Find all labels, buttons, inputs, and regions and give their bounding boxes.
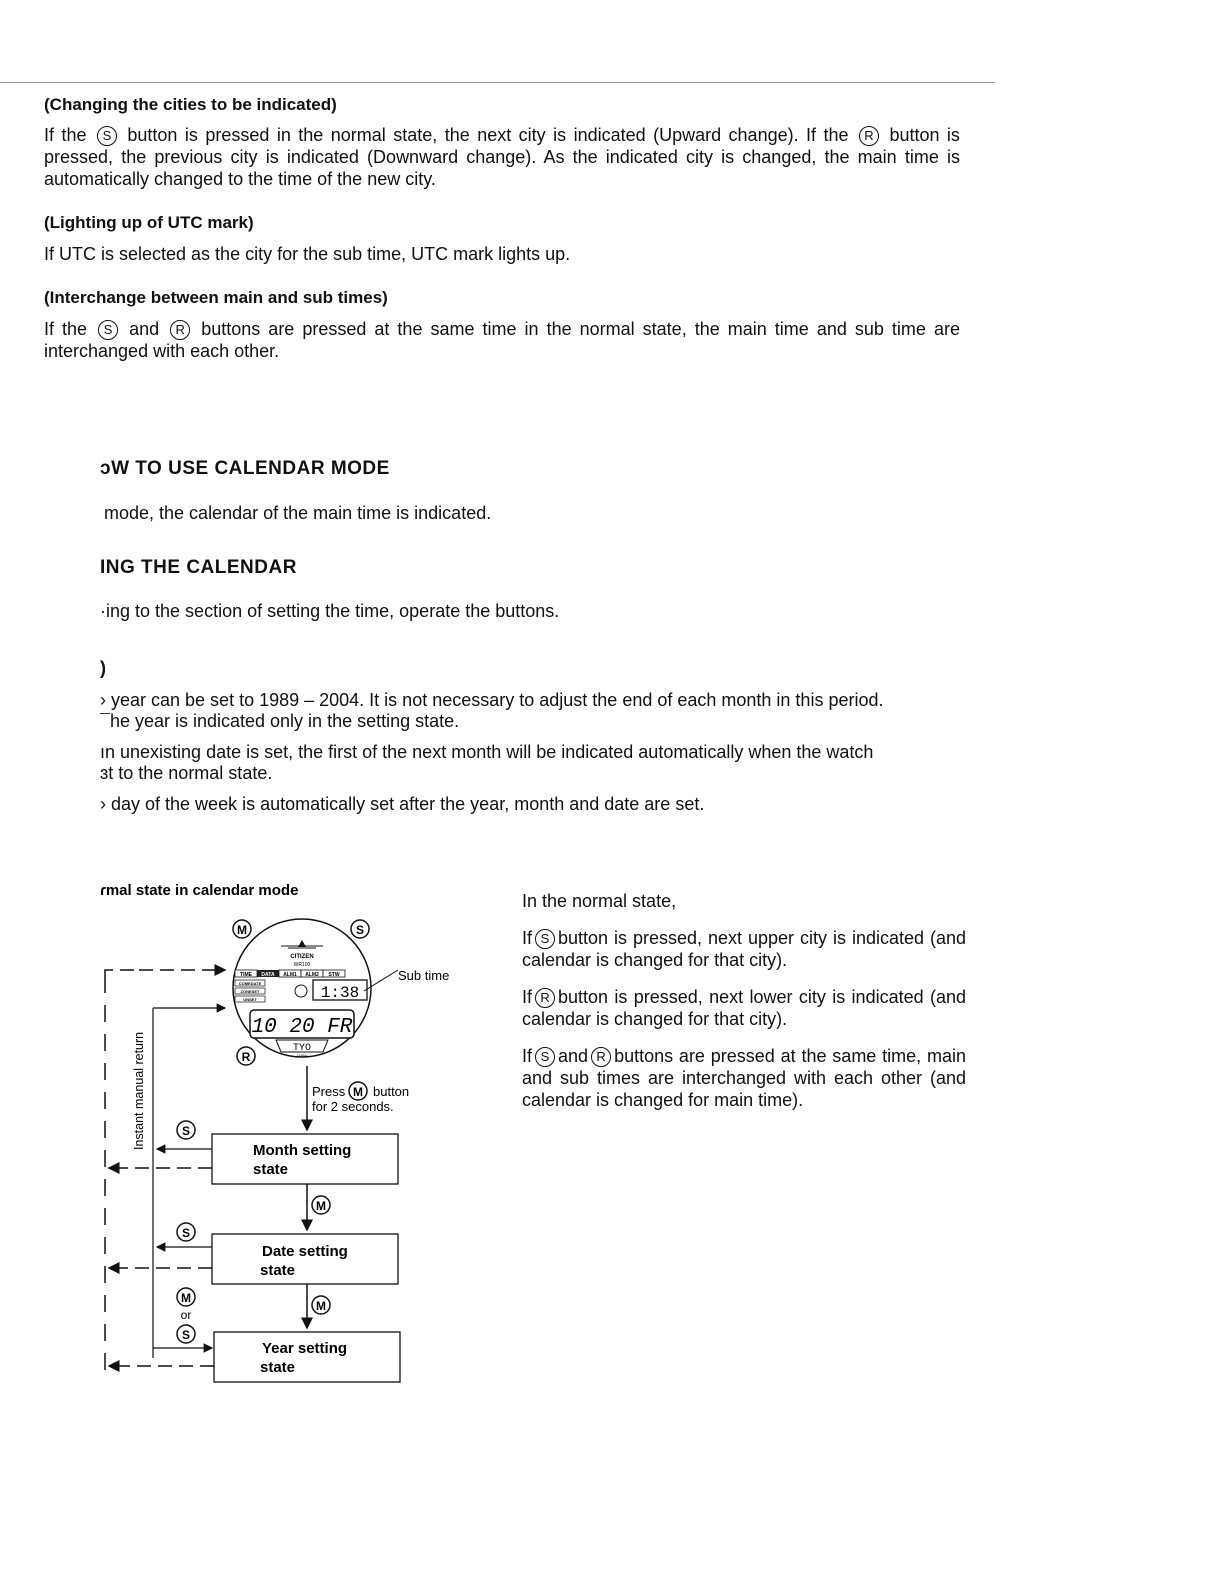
svg-text:S: S bbox=[181, 1124, 191, 1138]
or-label: or bbox=[180, 1308, 192, 1322]
date-setting-label: Date setting bbox=[262, 1243, 348, 1260]
s-button-icon bbox=[177, 1325, 195, 1343]
year-setting-label-state: state bbox=[260, 1359, 296, 1376]
date-setting-label-state: state bbox=[260, 1262, 296, 1279]
svg-text:M: M bbox=[316, 1199, 326, 1213]
heading-interchange: (Interchange between main and sub times) bbox=[44, 288, 388, 307]
text: If bbox=[522, 1046, 533, 1066]
year-setting-label: Year setting bbox=[262, 1340, 348, 1357]
month-setting-label-state: state bbox=[253, 1161, 289, 1178]
calendar-intro: mode, the calendar of the main time is indicated. bbox=[104, 503, 492, 523]
normal-state-intro: In the normal state, bbox=[522, 891, 677, 911]
s-button-icon: S bbox=[97, 126, 117, 146]
lcd-tab: STW bbox=[328, 972, 340, 978]
m-button-icon bbox=[233, 920, 251, 938]
s-button-description bbox=[522, 927, 966, 971]
diagram-title: ɾmal state in calendar mode bbox=[100, 882, 299, 899]
note-line-2: ¯he year is indicated only in the setting state. bbox=[100, 711, 460, 731]
svg-text:S: S bbox=[181, 1328, 191, 1342]
r-button-icon: R bbox=[859, 126, 879, 146]
svg-text:M: M bbox=[316, 1299, 326, 1313]
text: If bbox=[522, 928, 533, 948]
lcd-side-label: COMEDATE bbox=[238, 981, 262, 986]
r-button-description bbox=[522, 986, 966, 1030]
heading-utc-mark: (Lighting up of UTC mark) bbox=[44, 213, 254, 232]
note-line-5: › day of the week is automatically set after the year, month and date are set. bbox=[100, 794, 705, 814]
r-button-icon bbox=[237, 1047, 255, 1065]
lcd-side-label: UNSET bbox=[243, 997, 257, 1002]
lcd-tab: TIME bbox=[240, 972, 252, 978]
sub-time-display: 1:38 bbox=[320, 984, 360, 1002]
text: and bbox=[558, 1046, 589, 1066]
s-button-icon: S bbox=[98, 320, 118, 340]
text: If bbox=[522, 987, 533, 1007]
s-and-r-description bbox=[522, 1045, 966, 1111]
lcd-tab: ALM2 bbox=[305, 972, 319, 978]
note-line-3: ın unexisting date is set, the first of the next month will be indicated automatically when the watch bbox=[100, 742, 874, 762]
model-label: WR100 bbox=[293, 962, 311, 968]
svg-text:M: M bbox=[237, 923, 247, 937]
heading-changing-cities: (Changing the cities to be indicated) bbox=[44, 95, 337, 114]
paragraph-interchange bbox=[44, 318, 960, 362]
text: If the bbox=[44, 125, 87, 145]
m-button-icon bbox=[349, 1082, 367, 1100]
r-button-icon: R bbox=[591, 1047, 611, 1067]
svg-text:M: M bbox=[181, 1291, 191, 1305]
lcd-tab: DATA bbox=[261, 972, 275, 978]
japan-label: JAPAN bbox=[296, 1054, 308, 1058]
press-instruction-duration: for 2 seconds. bbox=[312, 1099, 394, 1114]
note-line-4: ɜt to the normal state. bbox=[100, 763, 273, 783]
notes-bracket: ) bbox=[100, 658, 106, 678]
press-instruction: Press bbox=[312, 1084, 346, 1099]
r-button-icon: R bbox=[170, 320, 190, 340]
watch-face-illustration bbox=[233, 919, 371, 1058]
sub-time-label: Sub time bbox=[398, 968, 450, 983]
svg-text:S: S bbox=[355, 923, 365, 937]
svg-text:S: S bbox=[181, 1226, 191, 1240]
text: buttons are pressed at the same time, main and sub times are interchanged with each other (and calendar is changed for main time). bbox=[522, 1046, 966, 1110]
paragraph-utc-mark: If UTC is selected as the city for the sub time, UTC mark lights up. bbox=[44, 244, 571, 264]
top-rule bbox=[0, 82, 995, 83]
brand-logo: CITIZEN bbox=[290, 954, 314, 960]
m-button-icon bbox=[312, 1296, 330, 1314]
text: button is pressed, the previous city is indicated (Downward change). As the indicated city is changed, the main time is automatically changed to the time of the new city. bbox=[44, 125, 960, 189]
text: If the bbox=[44, 319, 88, 339]
m-button-icon bbox=[177, 1288, 195, 1306]
text: button is pressed in the normal state, the next city is indicated (Upward change). If the bbox=[127, 125, 849, 145]
m-button-icon bbox=[312, 1196, 330, 1214]
text: buttons are pressed at the same time in the normal state, the main time and sub time are interchanged with each other. bbox=[44, 319, 960, 361]
s-button-icon bbox=[177, 1223, 195, 1241]
lcd-side-label: ZONESET bbox=[240, 989, 260, 994]
lcd-tab: ALM1 bbox=[283, 972, 297, 978]
svg-text:M: M bbox=[353, 1085, 363, 1099]
month-setting-label: Month setting bbox=[253, 1142, 352, 1159]
paragraph-changing-cities bbox=[44, 124, 960, 190]
text: and bbox=[129, 319, 160, 339]
normal-state-description bbox=[522, 890, 966, 1126]
text: button is pressed, next lower city is indicated (and calendar is changed for that city). bbox=[522, 987, 966, 1029]
section-title-calendar-mode: ɔW TO USE CALENDAR MODE bbox=[100, 458, 390, 479]
instant-manual-return-label: Instant manual return bbox=[132, 1031, 146, 1150]
s-button-icon bbox=[351, 920, 369, 938]
city-display: TYO bbox=[292, 1043, 312, 1054]
section-title-setting-calendar: ING THE CALENDAR bbox=[100, 557, 297, 578]
s-button-icon: S bbox=[535, 1047, 555, 1067]
note-line-1: › year can be set to 1989 – 2004. It is not necessary to adjust the end of each month in this period. bbox=[100, 690, 884, 710]
setting-instruction: ·ing to the section of setting the time, operate the buttons. bbox=[100, 601, 560, 621]
calendar-mode-flow-diagram bbox=[95, 870, 495, 1400]
s-button-icon: S bbox=[535, 929, 555, 949]
r-button-icon: R bbox=[535, 988, 555, 1008]
s-button-icon bbox=[177, 1121, 195, 1139]
svg-text:R: R bbox=[241, 1050, 251, 1064]
main-calendar-display: 10 20 FR bbox=[251, 1016, 353, 1039]
press-instruction-button: button bbox=[373, 1084, 410, 1099]
text: button is pressed, next upper city is indicated (and calendar is changed for that city). bbox=[522, 928, 966, 970]
